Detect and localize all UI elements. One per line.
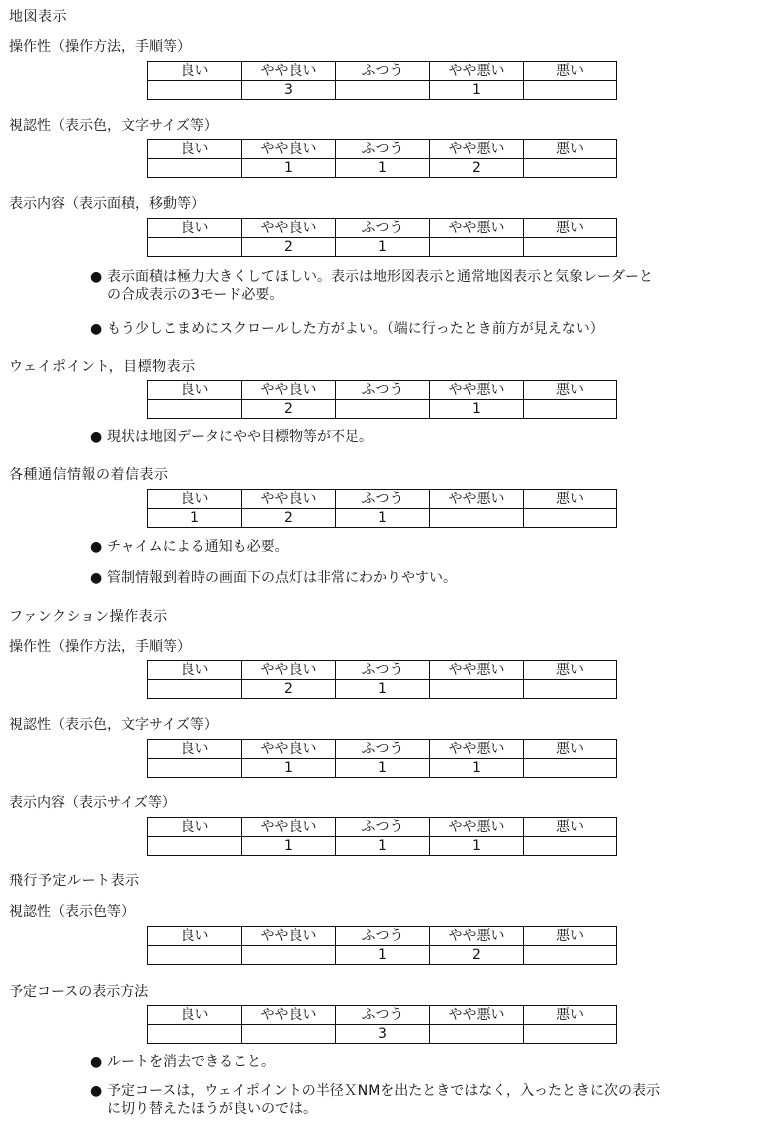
- criterion-label: 視認性（表示色，文字サイズ等）: [9, 118, 218, 134]
- rating-header-cell: ふつう: [336, 927, 430, 946]
- rating-count-cell: [430, 238, 524, 257]
- rating-table: [147, 1005, 617, 1044]
- rating-header-cell: 良い: [148, 381, 242, 400]
- bullet-dot-icon: ●: [90, 321, 103, 337]
- rating-count-cell: [524, 680, 617, 699]
- rating-header-cell: 悪い: [524, 740, 617, 759]
- criterion-label: 視認性（表示色等）: [9, 904, 135, 920]
- rating-header-cell: 悪い: [524, 661, 617, 680]
- rating-header-cell: 悪い: [524, 927, 617, 946]
- comment-line: 管制情報到着時の画面下の点灯は非常にわかりやすい。: [107, 570, 457, 586]
- rating-count-cell: [524, 159, 617, 178]
- rating-table: [147, 817, 617, 856]
- rating-count-cell: 1: [242, 759, 336, 778]
- rating-count-cell: 1: [430, 400, 524, 419]
- rating-count-cell: 1: [336, 946, 430, 965]
- rating-count-cell: [148, 759, 242, 778]
- rating-count-cell: [148, 238, 242, 257]
- rating-header-cell: ふつう: [336, 381, 430, 400]
- rating-count-row: [148, 400, 617, 419]
- rating-count-cell: [524, 238, 617, 257]
- rating-count-cell: [524, 946, 617, 965]
- criterion-label: 操作性（操作方法，手順等）: [9, 39, 191, 55]
- rating-table: [147, 739, 617, 778]
- rating-count-cell: 2: [430, 946, 524, 965]
- bullet-dot-icon: ●: [90, 570, 103, 586]
- rating-count-cell: [524, 837, 617, 856]
- rating-header-cell: ふつう: [336, 1006, 430, 1025]
- comment-line: の合成表示の3モード必要。: [107, 287, 284, 303]
- rating-header-cell: 良い: [148, 219, 242, 238]
- rating-header-cell: やや悪い: [430, 62, 524, 81]
- rating-count-cell: 1: [430, 837, 524, 856]
- rating-header-cell: やや良い: [242, 818, 336, 837]
- rating-count-cell: [336, 81, 430, 100]
- comment-line: 予定コースは，ウェイポイントの半径ＸNMを出たときではなく，入ったときに次の表示: [107, 1083, 661, 1099]
- comment-item: [90, 320, 604, 338]
- rating-header-cell: やや良い: [242, 927, 336, 946]
- rating-header-row: [148, 740, 617, 759]
- rating-count-cell: 2: [242, 238, 336, 257]
- rating-count-cell: [524, 509, 617, 528]
- rating-header-row: [148, 927, 617, 946]
- rating-header-cell: 悪い: [524, 1006, 617, 1025]
- criterion-label: 操作性（操作方法，手順等）: [9, 639, 191, 655]
- bullet-dot-icon: ●: [90, 429, 103, 445]
- rating-header-cell: 良い: [148, 140, 242, 159]
- rating-header-cell: ふつう: [336, 219, 430, 238]
- rating-count-row: [148, 837, 617, 856]
- rating-count-cell: 1: [148, 509, 242, 528]
- rating-header-cell: 悪い: [524, 490, 617, 509]
- rating-table: [147, 139, 617, 178]
- comment-item: [90, 268, 653, 304]
- rating-count-cell: [430, 1025, 524, 1044]
- rating-header-row: [148, 490, 617, 509]
- bullet-dot-icon: ●: [90, 1054, 103, 1070]
- rating-header-cell: やや悪い: [430, 490, 524, 509]
- rating-table: [147, 380, 617, 419]
- rating-header-row: [148, 1006, 617, 1025]
- criterion-label: 表示内容（表示面積，移動等）: [9, 196, 205, 212]
- comment-item: [90, 1053, 275, 1071]
- rating-table: [147, 218, 617, 257]
- criterion-label: 予定コースの表示方法: [9, 984, 149, 1000]
- rating-header-cell: ふつう: [336, 62, 430, 81]
- rating-header-cell: ふつう: [336, 490, 430, 509]
- rating-count-cell: [336, 400, 430, 419]
- rating-count-cell: [148, 159, 242, 178]
- rating-header-cell: 良い: [148, 927, 242, 946]
- rating-header-cell: 悪い: [524, 818, 617, 837]
- rating-header-cell: 悪い: [524, 62, 617, 81]
- rating-header-cell: 良い: [148, 661, 242, 680]
- comment-item: [90, 569, 457, 587]
- rating-header-cell: やや良い: [242, 740, 336, 759]
- rating-header-row: [148, 661, 617, 680]
- rating-count-cell: 3: [336, 1025, 430, 1044]
- rating-header-cell: やや悪い: [430, 1006, 524, 1025]
- rating-header-cell: ふつう: [336, 140, 430, 159]
- rating-count-cell: [148, 1025, 242, 1044]
- rating-header-cell: やや悪い: [430, 927, 524, 946]
- rating-header-cell: 良い: [148, 740, 242, 759]
- comment-line: もう少しこまめにスクロールした方がよい。（端に行ったとき前方が見えない）: [107, 321, 604, 337]
- section-heading-waypoint: ウェイポイント，目標物表示: [9, 359, 196, 375]
- rating-header-cell: やや良い: [242, 1006, 336, 1025]
- rating-header-cell: ふつう: [336, 740, 430, 759]
- rating-header-cell: 良い: [148, 1006, 242, 1025]
- comment-line: チャイムによる通知も必要。: [107, 539, 289, 555]
- rating-header-cell: やや良い: [242, 62, 336, 81]
- rating-count-cell: 1: [336, 238, 430, 257]
- comment-line: 表示面積は極力大きくしてほしい。表示は地形図表示と通常地図表示と気象レーダーと: [107, 269, 653, 285]
- comment-line: ルートを消去できること。: [107, 1054, 275, 1070]
- rating-count-cell: [148, 81, 242, 100]
- rating-count-cell: [242, 1025, 336, 1044]
- rating-count-cell: 2: [430, 159, 524, 178]
- rating-count-row: [148, 509, 617, 528]
- rating-count-cell: [524, 81, 617, 100]
- rating-count-cell: 1: [430, 81, 524, 100]
- rating-count-row: [148, 81, 617, 100]
- rating-count-cell: 1: [430, 759, 524, 778]
- rating-count-cell: 1: [242, 159, 336, 178]
- rating-count-cell: [524, 1025, 617, 1044]
- rating-count-cell: [430, 509, 524, 528]
- rating-header-row: [148, 381, 617, 400]
- rating-header-cell: 良い: [148, 490, 242, 509]
- comment-item: [90, 1082, 661, 1118]
- bullet-dot-icon: ●: [90, 269, 103, 285]
- rating-count-row: [148, 680, 617, 699]
- section-heading-flight-route: 飛行予定ルート表示: [9, 873, 140, 889]
- rating-header-cell: やや悪い: [430, 818, 524, 837]
- comment-line: に切り替えたほうが良いのでは。: [107, 1101, 317, 1117]
- rating-count-cell: [148, 400, 242, 419]
- rating-header-cell: やや良い: [242, 661, 336, 680]
- rating-header-cell: やや良い: [242, 219, 336, 238]
- rating-count-cell: 1: [242, 837, 336, 856]
- rating-header-cell: ふつう: [336, 661, 430, 680]
- rating-header-cell: 良い: [148, 62, 242, 81]
- rating-count-cell: [524, 759, 617, 778]
- rating-count-cell: 3: [242, 81, 336, 100]
- rating-count-cell: [148, 946, 242, 965]
- rating-header-cell: やや悪い: [430, 140, 524, 159]
- criterion-label: 表示内容（表示サイズ等）: [9, 795, 176, 811]
- rating-count-row: [148, 946, 617, 965]
- rating-header-cell: やや悪い: [430, 381, 524, 400]
- rating-count-cell: [148, 837, 242, 856]
- rating-header-cell: やや良い: [242, 490, 336, 509]
- rating-count-cell: 2: [242, 509, 336, 528]
- rating-header-row: [148, 818, 617, 837]
- rating-count-cell: 1: [336, 509, 430, 528]
- rating-header-row: [148, 219, 617, 238]
- criterion-label: 視認性（表示色，文字サイズ等）: [9, 717, 218, 733]
- bullet-dot-icon: ●: [90, 539, 103, 555]
- rating-count-cell: 1: [336, 159, 430, 178]
- rating-header-cell: ふつう: [336, 818, 430, 837]
- section-heading-map-display: 地図表示: [9, 9, 67, 25]
- rating-count-cell: 1: [336, 680, 430, 699]
- rating-header-cell: やや良い: [242, 140, 336, 159]
- rating-count-cell: 1: [336, 837, 430, 856]
- rating-count-cell: [524, 400, 617, 419]
- rating-count-row: [148, 159, 617, 178]
- rating-count-cell: [430, 680, 524, 699]
- rating-count-row: [148, 238, 617, 257]
- rating-count-row: [148, 1025, 617, 1044]
- rating-table: [147, 926, 617, 965]
- rating-table: [147, 660, 617, 699]
- rating-header-cell: 良い: [148, 818, 242, 837]
- rating-header-cell: やや悪い: [430, 219, 524, 238]
- rating-header-row: [148, 140, 617, 159]
- rating-header-cell: やや悪い: [430, 740, 524, 759]
- rating-count-cell: 1: [336, 759, 430, 778]
- rating-header-cell: やや良い: [242, 381, 336, 400]
- rating-header-cell: 悪い: [524, 219, 617, 238]
- rating-count-cell: 2: [242, 680, 336, 699]
- bullet-dot-icon: ●: [90, 1083, 103, 1099]
- rating-header-cell: やや悪い: [430, 661, 524, 680]
- rating-count-cell: [148, 680, 242, 699]
- comment-line: 現状は地図データにやや目標物等が不足。: [107, 429, 373, 445]
- rating-header-row: [148, 62, 617, 81]
- rating-table: [147, 489, 617, 528]
- section-heading-incoming-info: 各種通信情報の着信表示: [9, 467, 169, 483]
- rating-count-cell: [242, 946, 336, 965]
- rating-count-row: [148, 759, 617, 778]
- rating-table: [147, 61, 617, 100]
- rating-count-cell: 2: [242, 400, 336, 419]
- rating-header-cell: 悪い: [524, 381, 617, 400]
- rating-header-cell: 悪い: [524, 140, 617, 159]
- comment-item: [90, 538, 289, 556]
- section-heading-function-operation: ファンクション操作表示: [9, 609, 168, 625]
- comment-item: [90, 428, 373, 446]
